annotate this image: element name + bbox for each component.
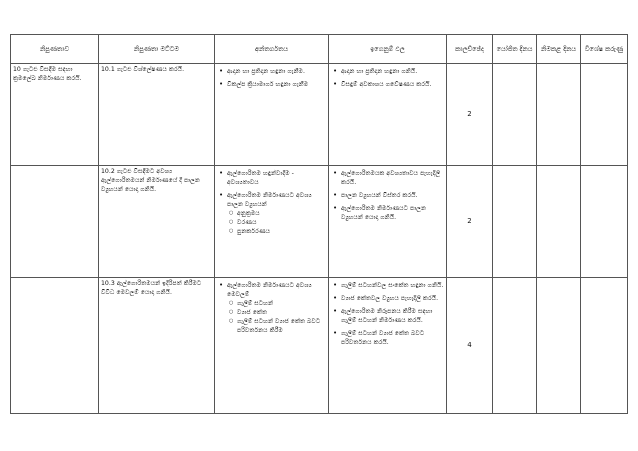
special-notes-cell[interactable] [581,64,628,166]
competency-cell [11,166,99,278]
outcomes-cell [329,166,447,278]
header-proposed-date: යෝජිත දිනය [493,35,537,64]
header-periods: කාලච්ඡේද [447,35,493,64]
content-list [217,67,326,89]
header-row [11,35,628,64]
sub-list-item: ○ අනුක්‍රමය [237,209,326,218]
content-item-text: ආදාන හා ප්‍රතිදාන හඳුනා ගැනීම. [227,68,305,75]
header-learning-outcomes: ඉගෙනුම් ඵල [329,35,447,64]
competency-cell [11,278,99,414]
sub-list-item: ○ ගැලීම් සටහන් ව්‍යාජ කේත බවට පරිවර්තනය කිරීම [237,317,326,335]
competency-cell: 10 ගැටළු විසඳීම සඳහා ක්‍රමලේඛ නිර්මාණය කරයි. [11,64,99,166]
header-competency: නිපුණතාව [11,35,99,64]
proposed-date-cell[interactable] [493,278,537,414]
content-item-text: විකල්ප ක්‍රියාමාර්ග හඳුනා ගැනීම [227,81,309,88]
special-notes-cell[interactable] [581,278,628,414]
list-item [227,191,326,236]
list-item: • ව්‍යාජ කේතවල ව්‍යුහය පැහැදිලි කරයි. [341,294,444,303]
proposed-date-cell[interactable] [493,64,537,166]
outcomes-list [331,281,444,347]
list-item [227,169,326,187]
completed-date-cell[interactable] [537,64,581,166]
content-cell [215,64,329,166]
outcomes-list [331,67,444,89]
content-item-text: ඇල්ගොරිතම නිර්මාණයට අවශ්‍ය පාලන ව්‍යුහයන් [227,192,312,208]
periods-cell: 2 [447,166,493,278]
content-cell [215,166,329,278]
special-notes-cell[interactable] [581,166,628,278]
outcomes-cell [329,64,447,166]
outcomes-list [331,169,444,222]
completed-date-cell[interactable] [537,278,581,414]
header-content: අන්තර්ගතය [215,35,329,64]
list-item: • ගැලීම් සටහන්වල සංකේත හඳුනා ගනියි. [341,281,444,290]
content-cell [215,278,329,414]
content-item-text: ඇල්ගොරිතම හඳුන්වාදීම - අවශ්‍යතාවය [227,170,294,186]
sub-list-item: ○ වරණය [237,218,326,227]
sub-list-item: ○ ව්‍යාජ කේත [237,308,326,317]
periods-cell: 4 [447,278,493,414]
list-item: • ඇල්ගොරිතම නිර්මාණයට පාලන ව්‍යුහයන් යොදා ගනියි. [341,204,444,222]
list-item [227,67,326,76]
content-sublist [227,209,326,236]
header-completed-date: නිමකළ දිනය [537,35,581,64]
competency-level-cell: 10.1 ගැටළු විශ්ලේෂණය කරයි. [99,64,215,166]
header-competency-level: නිපුණතා මට්ටම [99,35,215,64]
sub-list-item: ○ පුනර්කරණය [237,227,326,236]
proposed-date-cell[interactable] [493,166,537,278]
content-list [217,281,326,335]
list-item [227,281,326,335]
table-row [11,64,628,166]
content-sublist [227,299,326,335]
content-item-text: ඇල්ගොරිතම නිර්මාණයට අවශ්‍ය මෙවලම් [227,282,312,298]
list-item [227,80,326,89]
lesson-plan-table [10,34,628,414]
periods-cell: 2 [447,64,493,166]
list-item: • පාලන ව්‍යුහයන් විස්තර කරයි. [341,191,444,200]
list-item: • ඇල්ගොරිතමයක අවශ්‍යතාවය පැහැදිලි කරයි. [341,169,444,187]
header-special-notes: විශේෂ කරුණු [581,35,628,64]
list-item: • විසඳුම් අවකාශය ගවේෂණය කරයි. [341,80,444,89]
outcomes-cell [329,278,447,414]
list-item: • ආදාන හා ප්‍රතිදාන හඳුනා ගනියි. [341,67,444,76]
content-list [217,169,326,236]
completed-date-cell[interactable] [537,166,581,278]
competency-level-cell: 10.3 ඇල්ගොරිතමයන් ඉදිරිපත් කිරීමට විවිධ මෙවලම් යොදා ගනියි. [99,278,215,414]
sub-list-item: ○ ගැලීම් සටහන් [237,299,326,308]
competency-level-cell: 10.2 ගැටළු විසඳීමට අවශ්‍ය ඇල්ගොරිතමයන් නිර්මාණයේ දී පාලන ව්‍යුහයන් යොදා ගනියි. [99,166,215,278]
table-row [11,166,628,278]
list-item: • ඇල්ගොරිතම නිරූපනය කිරීම සඳහා ගැලීම් සටහන් නිර්මාණය කරයි. [341,307,444,325]
table-row [11,278,628,414]
list-item: • ගැලීම් සටහන් ව්‍යාජ කේත බවට පරිවර්තනය කරයි. [341,329,444,347]
